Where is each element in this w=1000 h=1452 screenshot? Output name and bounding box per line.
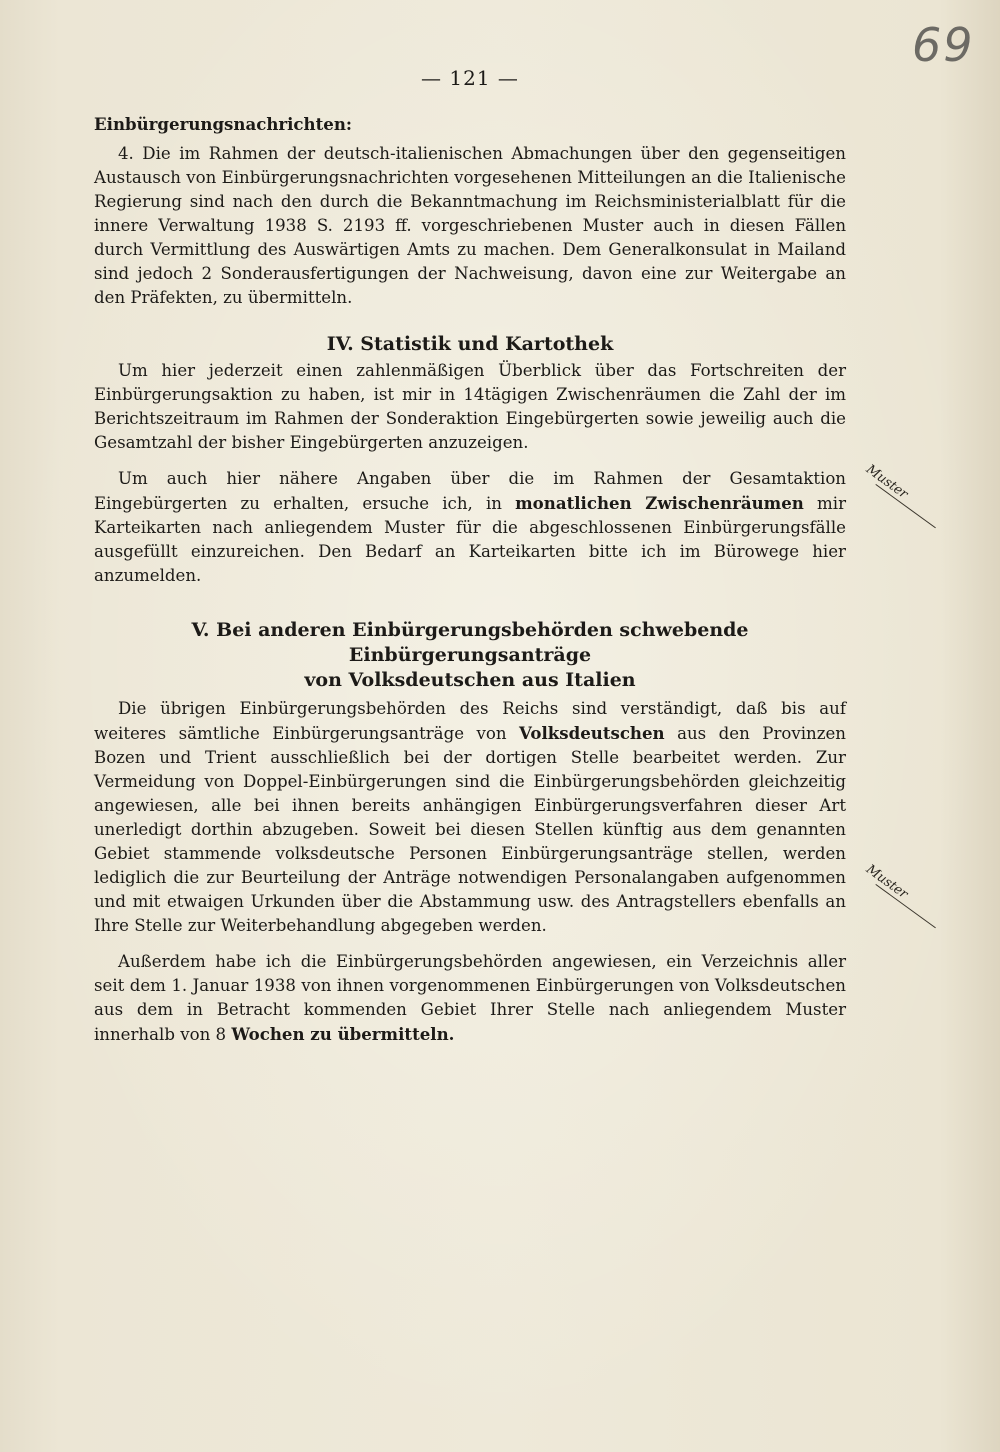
heading-line: V. Bei anderen Einbürgerungsbehörden schwebende Einbürgerungsanträge [191, 619, 749, 666]
emphasis-monthly-intervals: monatlichen Zwischenräumen [515, 493, 804, 513]
margin-note-label: Muster [863, 462, 911, 503]
handwritten-page-number: 69 [912, 18, 975, 72]
section-label-naturalization-notices: Einbürgerungsnachrichten: [94, 114, 353, 134]
paragraph-register-request [94, 950, 846, 1047]
margin-note-label: Muster [863, 862, 911, 903]
heading-line: von Volksdeutschen aus Italien [304, 669, 636, 691]
paragraph-statistics-overview: Um hier jederzeit einen zahlenmäßigen Überblick über das Fortschreiten der Einbürgerungsaktion zu haben, ist mir in 14tägigen Zwischenräumen die Zahl der im Berichtszeitraum im Rahmen der Sonderaktion Eingebürgerten sowie jeweilig auch die Gesamtzahl der bisher Eingebürgerten anzuzeigen. [94, 361, 846, 452]
paragraph-text: Um auch hier nähere Angaben über die im Rahmen der Gesamtaktion Eingebürgerten zu erhalten, ersuche ich, in [94, 469, 846, 513]
paragraph-other-authorities [94, 697, 846, 938]
paragraph-text: Außerdem habe ich die Einbürgerungsbehörden angewiesen, ein Verzeichnis aller seit dem 1. Januar 1938 von ihnen vorgenommenen Einbürgerungen von Volksdeutschen aus dem in Betracht kommenden Gebiet Ihrer Stelle nach anliegendem Muster innerhalb von 8 [94, 952, 846, 1044]
page-number: — 121 — [421, 66, 519, 90]
margin-note-muster [863, 862, 982, 922]
margin-note-muster [863, 462, 982, 522]
paragraph-text: aus den Provinzen Bozen und Trient ausschließlich bei der dortigen Stelle bearbeitet werden. Zur Vermeidung von Doppel-Einbürgerungen sind die Einbürgerungsbehörden gleichzeitig angewiesen, alle bei ihnen bereits anhängigen Einbürgerungsverfahren dieser Art unerledigt dorthin abzugeben. Soweit bei diesen Stellen künftig aus dem genannten Gebiet stammende volksdeutsche Personen Einbürgerungsanträge stellen, werden lediglich die zur Beurteilung der Anträge notwendigen Personalangaben aufgenommen und mit etwaigen Urkunden über die Abstammung usw. des Antragstellers ebenfalls an Ihre Stelle zur Weiterbehandlung abgegeben werden. [94, 724, 846, 935]
paragraph-statistics-card-index [94, 467, 846, 588]
paragraph-text: mir Karteikarten nach anliegendem Muster für die abgeschlossenen Einbürgerungsfälle ausgefüllt einzureichen. Den Bedarf an Karteikarten bitte ich im Bürowege hier anzumelden. [94, 494, 847, 585]
emphasis-weeks: Wochen zu übermitteln. [231, 1024, 455, 1044]
document-body [94, 112, 846, 1047]
heading-statistics: IV. Statistik und Kartothek [326, 333, 614, 355]
paragraph-text: Die übrigen Einbürgerungsbehörden des Reichs sind verständigt, daß bis auf weiteres sämtliche Einbürgerungsanträge von [94, 699, 846, 743]
emphasis-ethnic-germans: Volksdeutschen [519, 723, 665, 743]
paragraph-naturalization-notices: 4. Die im Rahmen der deutsch-italienischen Abmachungen über den gegenseitigen Austausch von Einbürgerungsnachrichten vorgesehenen Mitteilungen an die Italienische Regierung sind nach den durch die Bekanntmachung im Reichsministerialblatt für die innere Verwaltung 1938 S. 2193 ff. vorgeschriebenen Muster auch in diesen Fällen durch Vermittlung des Auswärtigen Amts zu machen. Dem Generalkonsulat in Mailand sind jedoch 2 Sonderausfertigungen der Nachweisung, davon eine zur Weitergabe an den Präfekten, zu übermitteln. [94, 144, 846, 307]
heading-other-authorities [94, 618, 846, 693]
